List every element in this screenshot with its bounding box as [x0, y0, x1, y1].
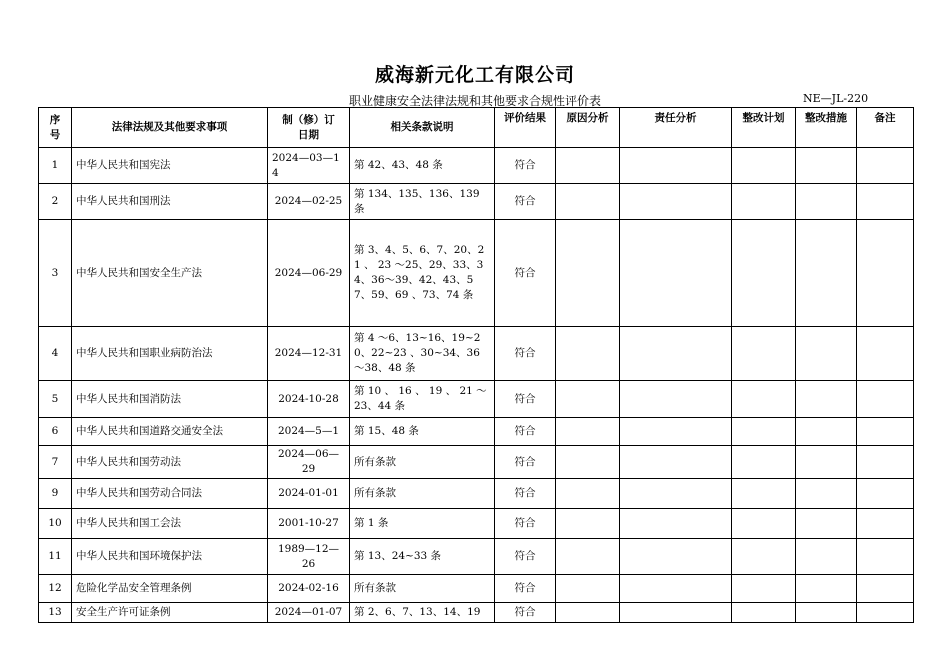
cell-seq: 2 [39, 184, 72, 220]
cell-cause [556, 327, 620, 381]
cell-measure [796, 184, 857, 220]
cell-law: 中华人民共和国宪法 [72, 148, 268, 184]
cell-law: 中华人民共和国安全生产法 [72, 220, 268, 327]
cell-measure [796, 603, 857, 623]
document-number: NE—JL-220 [803, 92, 869, 105]
cell-seq: 12 [39, 575, 72, 603]
table-row [39, 539, 914, 575]
cell-date: 2024—01-07 [268, 603, 350, 623]
cell-cause [556, 575, 620, 603]
cell-clause: 第 42、43、48 条 [350, 148, 495, 184]
cell-result: 符合 [495, 446, 556, 479]
header-seq-line2: 号 [49, 128, 61, 141]
cell-seq: 13 [39, 603, 72, 623]
cell-seq: 6 [39, 418, 72, 446]
cell-plan [732, 479, 796, 509]
cell-measure [796, 539, 857, 575]
cell-measure [796, 381, 857, 418]
cell-clause: 第 4 ～6、13~16、19~20、22~23 、30~34、36～38、48 条 [350, 327, 495, 381]
cell-measure [796, 575, 857, 603]
table-row [39, 184, 914, 220]
cell-result: 符合 [495, 327, 556, 381]
cell-remark [857, 446, 914, 479]
table-row [39, 148, 914, 184]
company-name: 威海新元化工有限公司 [374, 64, 575, 86]
cell-responsibility [620, 148, 732, 184]
cell-remark [857, 479, 914, 509]
cell-law: 中华人民共和国职业病防治法 [72, 327, 268, 381]
cell-seq: 1 [39, 148, 72, 184]
cell-clause: 所有条款 [350, 446, 495, 479]
cell-cause [556, 381, 620, 418]
cell-date: 2024—12-31 [268, 327, 350, 381]
header-measure: 整改措施 [796, 108, 857, 148]
cell-clause: 所有条款 [350, 479, 495, 509]
cell-result: 符合 [495, 220, 556, 327]
cell-responsibility [620, 220, 732, 327]
cell-law: 安全生产许可证条例 [72, 603, 268, 623]
cell-plan [732, 220, 796, 327]
cell-plan [732, 148, 796, 184]
cell-seq: 11 [39, 539, 72, 575]
header-responsibility: 责任分析 [620, 108, 732, 148]
cell-date: 2024—02-25 [268, 184, 350, 220]
cell-result: 符合 [495, 148, 556, 184]
header-date-line1: 制（修）订 [282, 113, 335, 126]
cell-responsibility [620, 479, 732, 509]
cell-law: 中华人民共和国劳动合同法 [72, 479, 268, 509]
cell-result: 符合 [495, 539, 556, 575]
cell-seq: 4 [39, 327, 72, 381]
cell-law: 中华人民共和国道路交通安全法 [72, 418, 268, 446]
table-header-row [39, 108, 914, 148]
cell-cause [556, 220, 620, 327]
cell-plan [732, 418, 796, 446]
table-row [39, 327, 914, 381]
cell-seq: 9 [39, 479, 72, 509]
cell-responsibility [620, 539, 732, 575]
cell-remark [857, 184, 914, 220]
cell-seq: 3 [39, 220, 72, 327]
cell-date: 2024-02-16 [268, 575, 350, 603]
cell-plan [732, 327, 796, 381]
cell-law: 中华人民共和国环境保护法 [72, 539, 268, 575]
cell-measure [796, 446, 857, 479]
cell-cause [556, 184, 620, 220]
cell-remark [857, 327, 914, 381]
cell-plan [732, 539, 796, 575]
header-date-line2: 日期 [298, 128, 319, 141]
cell-clause: 第 134、135、136、139 条 [350, 184, 495, 220]
cell-clause: 第 10 、 16 、 19 、 21 ～23、44 条 [350, 381, 495, 418]
cell-plan [732, 184, 796, 220]
cell-cause [556, 539, 620, 575]
cell-remark [857, 220, 914, 327]
cell-law: 中华人民共和国劳动法 [72, 446, 268, 479]
cell-clause: 第 1 条 [350, 509, 495, 539]
table-row [39, 381, 914, 418]
cell-law: 危险化学品安全管理条例 [72, 575, 268, 603]
cell-law: 中华人民共和国工会法 [72, 509, 268, 539]
table-row [39, 418, 914, 446]
cell-date: 2024—06—29 [268, 446, 350, 479]
cell-remark [857, 418, 914, 446]
cell-law: 中华人民共和国消防法 [72, 381, 268, 418]
cell-measure [796, 220, 857, 327]
header-seq [39, 108, 72, 148]
cell-responsibility [620, 509, 732, 539]
cell-date: 2024-01-01 [268, 479, 350, 509]
cell-cause [556, 603, 620, 623]
cell-responsibility [620, 446, 732, 479]
cell-seq: 10 [39, 509, 72, 539]
cell-remark [857, 381, 914, 418]
header-plan: 整改计划 [732, 108, 796, 148]
cell-clause: 所有条款 [350, 575, 495, 603]
header-remark: 备注 [857, 108, 914, 148]
cell-date: 1989—12—26 [268, 539, 350, 575]
cell-result: 符合 [495, 184, 556, 220]
cell-cause [556, 418, 620, 446]
cell-measure [796, 418, 857, 446]
cell-cause [556, 479, 620, 509]
cell-date: 2024—03—14 [268, 148, 350, 184]
cell-responsibility [620, 575, 732, 603]
table-row [39, 446, 914, 479]
cell-remark [857, 603, 914, 623]
header-clause: 相关条款说明 [350, 108, 495, 148]
cell-clause: 第 3、4、5、6、7、20、21 、 23 ～25、29、33、34、36～39、42、43、57、59、69 、73、74 条 [350, 220, 495, 327]
header-seq-line1: 序 [49, 113, 61, 126]
cell-responsibility [620, 184, 732, 220]
cell-result: 符合 [495, 603, 556, 623]
cell-clause: 第 13、24~33 条 [350, 539, 495, 575]
table-row [39, 479, 914, 509]
cell-clause: 第 2、6、7、13、14、19 [350, 603, 495, 623]
cell-seq: 7 [39, 446, 72, 479]
cell-responsibility [620, 603, 732, 623]
table-row [39, 603, 914, 623]
header-law: 法律法规及其他要求事项 [72, 108, 268, 148]
cell-plan [732, 446, 796, 479]
cell-result: 符合 [495, 479, 556, 509]
cell-law: 中华人民共和国刑法 [72, 184, 268, 220]
cell-plan [732, 381, 796, 418]
cell-remark [857, 148, 914, 184]
cell-date: 2024—06-29 [268, 220, 350, 327]
cell-result: 符合 [495, 418, 556, 446]
cell-cause [556, 148, 620, 184]
cell-responsibility [620, 327, 732, 381]
cell-seq: 5 [39, 381, 72, 418]
table-row [39, 220, 914, 327]
cell-date: 2024-10-28 [268, 381, 350, 418]
cell-measure [796, 148, 857, 184]
table-row [39, 509, 914, 539]
cell-result: 符合 [495, 381, 556, 418]
table-row [39, 575, 914, 603]
cell-result: 符合 [495, 509, 556, 539]
cell-remark [857, 575, 914, 603]
cell-responsibility [620, 418, 732, 446]
cell-remark [857, 539, 914, 575]
cell-date: 2024—5—1 [268, 418, 350, 446]
cell-plan [732, 509, 796, 539]
cell-measure [796, 509, 857, 539]
cell-date: 2001-10-27 [268, 509, 350, 539]
cell-measure [796, 327, 857, 381]
cell-cause [556, 446, 620, 479]
form-title: 职业健康安全法律法规和其他要求合规性评价表 [348, 94, 601, 108]
compliance-table [38, 107, 914, 623]
cell-cause [556, 509, 620, 539]
cell-clause: 第 15、48 条 [350, 418, 495, 446]
cell-result: 符合 [495, 575, 556, 603]
header-date [268, 108, 350, 148]
cell-plan [732, 603, 796, 623]
cell-remark [857, 509, 914, 539]
header-cause: 原因分析 [556, 108, 620, 148]
cell-measure [796, 479, 857, 509]
header-result: 评价结果 [495, 108, 556, 148]
cell-responsibility [620, 381, 732, 418]
cell-plan [732, 575, 796, 603]
